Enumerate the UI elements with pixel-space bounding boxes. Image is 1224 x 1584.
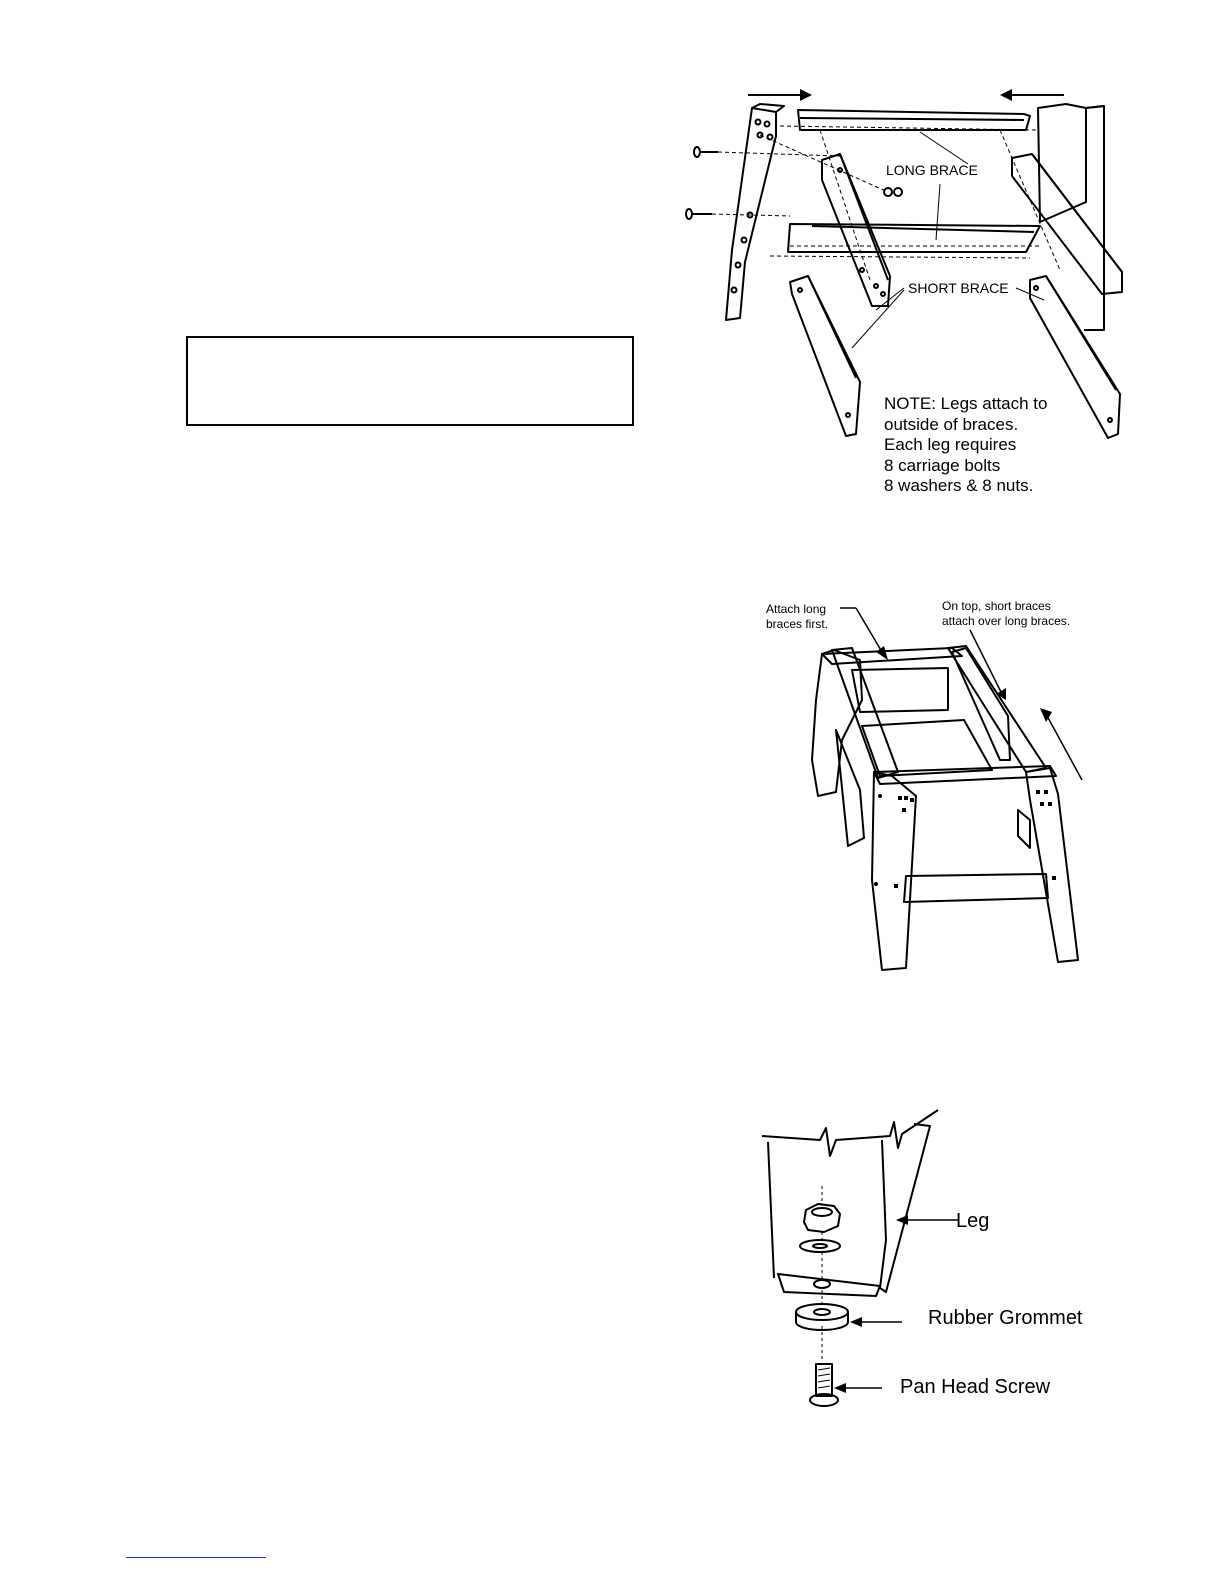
long-brace-label: LONG BRACE (886, 162, 978, 178)
arrow-left-icon (834, 1383, 846, 1393)
note-line: Each leg requires (884, 435, 1017, 454)
note-line: outside of braces. (884, 414, 1019, 434)
break-line (762, 1110, 938, 1156)
pan-head-screw-label: Pan Head Screw (900, 1376, 1051, 1398)
leg-label: Leg (956, 1210, 990, 1232)
short-over-label-line1: On top, short braces (942, 599, 1051, 613)
washer-icon (800, 1240, 840, 1252)
attach-long-label-line1: Attach long (766, 602, 827, 616)
rubber-grommet-icon (796, 1304, 848, 1320)
note-line: NOTE: Legs attach to (884, 394, 1048, 413)
footer-link-rule (126, 1557, 266, 1558)
attach-long-label-line2: braces first. (766, 617, 829, 631)
arrow-left-icon (896, 1215, 908, 1225)
arrow-left-icon (850, 1317, 862, 1327)
note-line: 8 carriage bolts (884, 455, 1001, 475)
short-brace-label: SHORT BRACE (908, 280, 1009, 296)
note-line: 8 washers & 8 nuts. (884, 476, 1034, 495)
rubber-grommet-label: Rubber Grommet (928, 1307, 1083, 1329)
short-over-label-line2: attach over long braces. (942, 614, 1071, 628)
